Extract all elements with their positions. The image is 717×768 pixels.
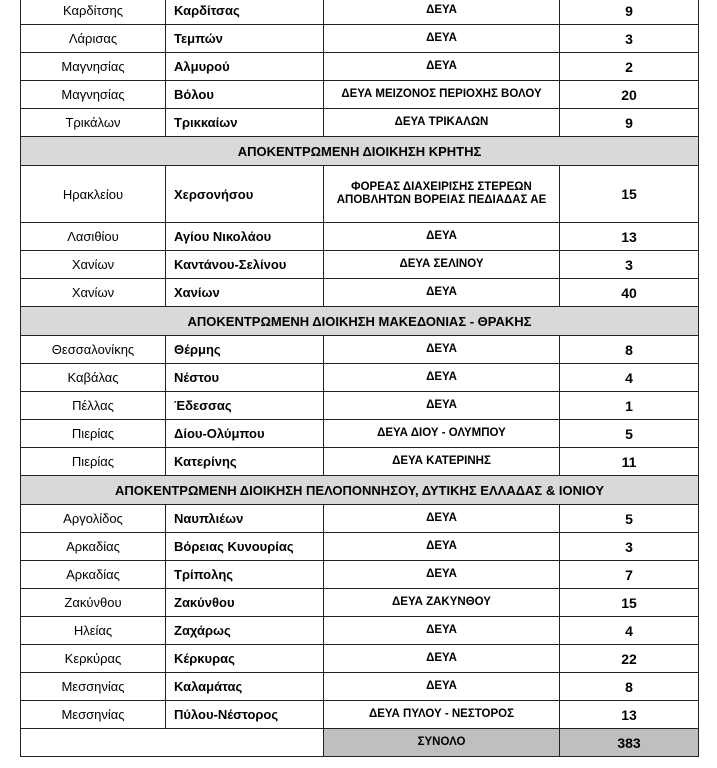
count-cell: 22 [560, 645, 699, 673]
table-row [21, 81, 699, 109]
municipality-cell: Κατερίνης [166, 448, 324, 476]
total-row [21, 729, 699, 757]
entity-cell: ΔΕΥΑ [324, 617, 560, 645]
municipality-cell: Βόρειας Κυνουρίας [166, 533, 324, 561]
count-cell: 11 [560, 448, 699, 476]
table-row [21, 561, 699, 589]
table-row [21, 336, 699, 364]
municipality-cell: Ναυπλιέων [166, 505, 324, 533]
municipality-cell: Πύλου-Νέστορος [166, 701, 324, 729]
table-row [21, 673, 699, 701]
municipality-cell: Αγίου Νικολάου [166, 223, 324, 251]
municipality-cell: Αλμυρού [166, 53, 324, 81]
table-row [21, 251, 699, 279]
entity-cell: ΔΕΥΑ [324, 673, 560, 701]
count-cell: 13 [560, 701, 699, 729]
section-heading: ΑΠΟΚΕΝΤΡΩΜΕΝΗ ΔΙΟΙΚΗΣΗ ΜΑΚΕΔΟΝΙΑΣ - ΘΡΑΚΗΣ [21, 307, 699, 336]
count-cell: 9 [560, 0, 699, 25]
municipality-cell: Χανίων [166, 279, 324, 307]
entity-cell: ΔΕΥΑ [324, 533, 560, 561]
count-cell: 4 [560, 617, 699, 645]
table-row [21, 701, 699, 729]
table-row [21, 645, 699, 673]
count-cell: 5 [560, 505, 699, 533]
prefecture-cell: Ηλείας [21, 617, 166, 645]
entity-cell: ΔΕΥΑ [324, 0, 560, 25]
count-cell: 8 [560, 336, 699, 364]
table-row [21, 0, 699, 25]
table-row [21, 279, 699, 307]
municipality-cell: Βόλου [166, 81, 324, 109]
municipality-cell: Έδεσσας [166, 392, 324, 420]
total-value: 383 [560, 729, 699, 757]
table-row [21, 589, 699, 617]
count-cell: 3 [560, 251, 699, 279]
entity-cell: ΔΕΥΑ ΣΕΛΙΝΟΥ [324, 251, 560, 279]
entity-cell: ΔΕΥΑ ΤΡΙΚΑΛΩΝ [324, 109, 560, 137]
municipality-cell: Καντάνου-Σελίνου [166, 251, 324, 279]
entity-cell: ΔΕΥΑ ΚΑΤΕΡΙΝΗΣ [324, 448, 560, 476]
entity-cell: ΔΕΥΑ [324, 505, 560, 533]
count-cell: 1 [560, 392, 699, 420]
prefecture-cell: Αρκαδίας [21, 533, 166, 561]
municipality-cell: Χερσονήσου [166, 166, 324, 223]
count-cell: 5 [560, 420, 699, 448]
entity-cell: ΔΕΥΑ ΔΙΟΥ - ΟΛΥΜΠΟΥ [324, 420, 560, 448]
prefecture-cell: Πιερίας [21, 420, 166, 448]
prefecture-cell: Αργολίδος [21, 505, 166, 533]
prefecture-cell: Καβάλας [21, 364, 166, 392]
prefecture-cell: Μαγνησίας [21, 81, 166, 109]
prefecture-cell: Αρκαδίας [21, 561, 166, 589]
table-row [21, 420, 699, 448]
count-cell: 15 [560, 166, 699, 223]
entity-cell: ΔΕΥΑ [324, 279, 560, 307]
count-cell: 4 [560, 364, 699, 392]
table-row [21, 617, 699, 645]
count-cell: 40 [560, 279, 699, 307]
prefecture-cell: Πέλλας [21, 392, 166, 420]
table-row [21, 505, 699, 533]
count-cell: 3 [560, 533, 699, 561]
municipality-cell: Ζακύνθου [166, 589, 324, 617]
section-heading: ΑΠΟΚΕΝΤΡΩΜΕΝΗ ΔΙΟΙΚΗΣΗ ΚΡΗΤΗΣ [21, 137, 699, 166]
table-row [21, 166, 699, 223]
count-cell: 9 [560, 109, 699, 137]
prefecture-cell: Καρδίτσης [21, 0, 166, 25]
entity-cell: ΔΕΥΑ ΖΑΚΥΝΘΟΥ [324, 589, 560, 617]
table-row [21, 392, 699, 420]
municipality-cell: Θέρμης [166, 336, 324, 364]
municipality-cell: Καλαμάτας [166, 673, 324, 701]
municipality-cell: Τεμπών [166, 25, 324, 53]
prefecture-cell: Χανίων [21, 279, 166, 307]
entity-cell: ΦΟΡΕΑΣ ΔΙΑΧΕΙΡΙΣΗΣ ΣΤΕΡΕΩΝ ΑΠΟΒΛΗΤΩΝ ΒΟΡΕΙΑΣ ΠΕΔΙΑΔΑΣ ΑΕ [324, 166, 560, 223]
count-cell: 2 [560, 53, 699, 81]
prefecture-cell: Τρικάλων [21, 109, 166, 137]
municipal-water-table [20, 0, 699, 757]
count-cell: 7 [560, 561, 699, 589]
entity-cell: ΔΕΥΑ [324, 336, 560, 364]
table-body [21, 0, 699, 757]
entity-cell: ΔΕΥΑ [324, 364, 560, 392]
count-cell: 15 [560, 589, 699, 617]
entity-cell: ΔΕΥΑ [324, 25, 560, 53]
entity-cell: ΔΕΥΑ ΜΕΙΖΟΝΟΣ ΠΕΡΙΟΧΗΣ ΒΟΛΟΥ [324, 81, 560, 109]
count-cell: 8 [560, 673, 699, 701]
prefecture-cell: Λάρισας [21, 25, 166, 53]
total-label: ΣΥΝΟΛΟ [324, 729, 560, 757]
prefecture-cell: Μαγνησίας [21, 53, 166, 81]
entity-cell: ΔΕΥΑ [324, 53, 560, 81]
count-cell: 13 [560, 223, 699, 251]
municipality-cell: Ζαχάρως [166, 617, 324, 645]
table-row [21, 109, 699, 137]
table-row [21, 448, 699, 476]
municipality-cell: Δίου-Ολύμπου [166, 420, 324, 448]
section-heading-row [21, 307, 699, 336]
entity-cell: ΔΕΥΑ ΠΥΛΟΥ - ΝΕΣΤΟΡΟΣ [324, 701, 560, 729]
municipality-cell: Κέρκυρας [166, 645, 324, 673]
table-row [21, 364, 699, 392]
section-heading-row [21, 137, 699, 166]
municipality-cell: Τρικκαίων [166, 109, 324, 137]
table-row [21, 533, 699, 561]
municipality-cell: Καρδίτσας [166, 0, 324, 25]
prefecture-cell: Θεσσαλονίκης [21, 336, 166, 364]
total-blank-cell [21, 729, 324, 757]
prefecture-cell: Χανίων [21, 251, 166, 279]
prefecture-cell: Μεσσηνίας [21, 673, 166, 701]
entity-cell: ΔΕΥΑ [324, 645, 560, 673]
section-heading: ΑΠΟΚΕΝΤΡΩΜΕΝΗ ΔΙΟΙΚΗΣΗ ΠΕΛΟΠΟΝΝΗΣΟΥ, ΔΥΤΙΚΗΣ ΕΛΛΑΔΑΣ & ΙΟΝΙΟΥ [21, 476, 699, 505]
prefecture-cell: Κερκύρας [21, 645, 166, 673]
prefecture-cell: Πιερίας [21, 448, 166, 476]
table-row [21, 53, 699, 81]
table-row [21, 25, 699, 53]
table-row [21, 223, 699, 251]
municipality-cell: Νέστου [166, 364, 324, 392]
prefecture-cell: Λασιθίου [21, 223, 166, 251]
entity-cell: ΔΕΥΑ [324, 223, 560, 251]
count-cell: 3 [560, 25, 699, 53]
prefecture-cell: Ηρακλείου [21, 166, 166, 223]
count-cell: 20 [560, 81, 699, 109]
municipality-cell: Τρίπολης [166, 561, 324, 589]
prefecture-cell: Μεσσηνίας [21, 701, 166, 729]
prefecture-cell: Ζακύνθου [21, 589, 166, 617]
entity-cell: ΔΕΥΑ [324, 561, 560, 589]
entity-cell: ΔΕΥΑ [324, 392, 560, 420]
section-heading-row [21, 476, 699, 505]
